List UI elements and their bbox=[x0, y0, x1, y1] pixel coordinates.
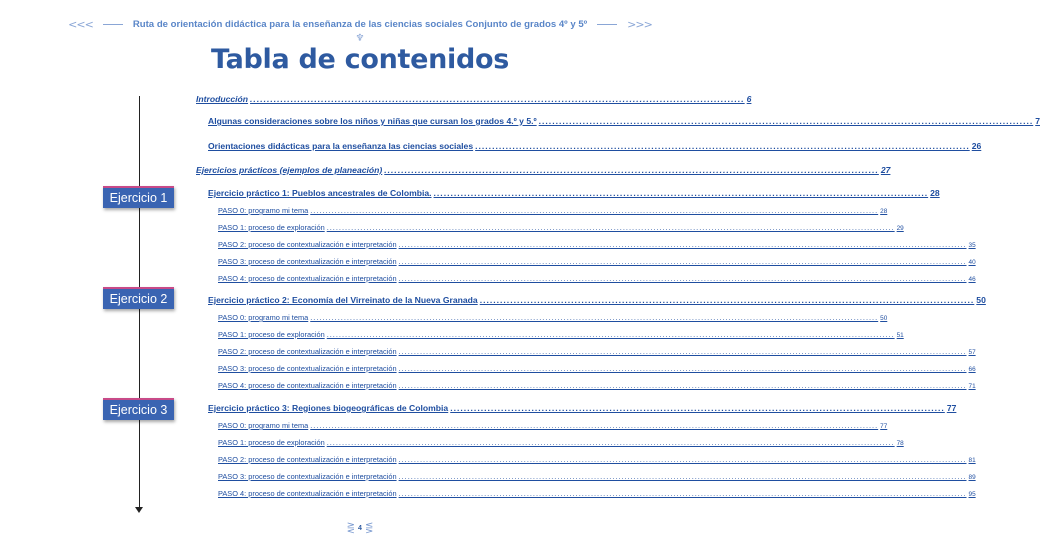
toc-label: Algunas consideraciones sobre los niños y niñas que cursan los grados 4.º y 5.º bbox=[208, 116, 537, 126]
toc-leader: .......................................................................................................................................................................................... bbox=[326, 438, 895, 447]
header-left-ornament: <<< bbox=[68, 17, 93, 31]
toc-label: PASO 1: proceso de exploración bbox=[218, 223, 325, 232]
toc-link-e1-paso-1[interactable] bbox=[218, 223, 904, 232]
toc-label: PASO 4: proceso de contextualización e interpretación bbox=[218, 274, 397, 283]
timeline-arrow-icon bbox=[135, 507, 143, 513]
title-ornament-icon: ♆ bbox=[355, 33, 365, 44]
toc-page: 89 bbox=[968, 474, 976, 481]
toc-leader: .................................................................................................................................................. bbox=[433, 188, 929, 198]
toc-leader: .................................................................................................................................................. bbox=[384, 165, 879, 175]
page-title: Tabla de contenidos bbox=[210, 44, 510, 75]
toc-page: 81 bbox=[968, 457, 976, 464]
toc-page: 50 bbox=[976, 295, 986, 305]
toc-label: PASO 2: proceso de contextualización e interpretación bbox=[218, 240, 397, 249]
toc-page: 29 bbox=[896, 225, 904, 232]
toc-page: 66 bbox=[968, 366, 976, 373]
toc-leader: .......................................................................................................................................................................................... bbox=[326, 330, 895, 339]
toc-leader: .......................................................................................................................................................................................... bbox=[310, 313, 879, 322]
toc-leader: .......................................................................................................................................................................................... bbox=[310, 206, 879, 215]
toc-page: 78 bbox=[896, 440, 904, 447]
toc-link-e2-paso-3[interactable] bbox=[218, 364, 976, 373]
badge-ejercicio-2: Ejercicio 2 bbox=[103, 287, 174, 309]
toc-label: Ejercicio práctico 1: Pueblos ancestrales de Colombia. bbox=[208, 188, 432, 198]
toc-page: 35 bbox=[968, 242, 976, 249]
toc-page: 26 bbox=[971, 141, 982, 151]
toc-page: 77 bbox=[946, 403, 957, 413]
toc-page: 95 bbox=[968, 491, 976, 498]
toc-label: PASO 2: proceso de contextualización e interpretación bbox=[218, 347, 397, 356]
toc-page: 6 bbox=[746, 94, 752, 104]
toc-leader: .......................................................................................................................................................................................... bbox=[398, 489, 967, 498]
toc-leader: .......................................................................................................................................................................................... bbox=[398, 381, 967, 390]
toc-page: 46 bbox=[968, 276, 976, 283]
toc-link-e2-paso-0[interactable] bbox=[218, 313, 888, 322]
toc-page: 7 bbox=[1035, 116, 1040, 126]
toc-label: PASO 3: proceso de contextualización e interpretación bbox=[218, 364, 397, 373]
toc-leader: .................................................................................................................................................. bbox=[475, 141, 970, 151]
toc-label: Introducción bbox=[196, 94, 249, 104]
toc-page: 28 bbox=[930, 188, 940, 198]
toc-link-e1-paso-4[interactable] bbox=[218, 274, 976, 283]
toc-leader: .......................................................................................................................................................................................... bbox=[398, 472, 967, 481]
toc-link-consideraciones[interactable] bbox=[208, 116, 1040, 126]
toc-leader: .......................................................................................................................................................................................... bbox=[398, 364, 967, 373]
header-left-rule bbox=[103, 24, 123, 25]
toc-label: PASO 3: proceso de contextualización e interpretación bbox=[218, 472, 397, 481]
toc-page: 51 bbox=[896, 332, 904, 339]
toc-label: Ejercicio práctico 3: Regiones biogeográficas de Colombia bbox=[208, 403, 449, 413]
header-right-rule bbox=[597, 24, 617, 25]
toc-link-e1-paso-3[interactable] bbox=[218, 257, 976, 266]
toc-label: PASO 0: programo mi tema bbox=[218, 313, 309, 322]
toc-page: 40 bbox=[968, 259, 976, 266]
toc-link-e2-paso-4[interactable] bbox=[218, 381, 976, 390]
footer-right-ornament-icon: ⋚ bbox=[364, 522, 374, 534]
toc-label: Ejercicios prácticos (ejemplos de planeación) bbox=[196, 165, 383, 175]
toc-link-e1-paso-2[interactable] bbox=[218, 240, 976, 249]
page-footer bbox=[340, 520, 380, 536]
toc-label: PASO 2: proceso de contextualización e interpretación bbox=[218, 455, 397, 464]
toc-leader: .......................................................................................................................................................................................... bbox=[398, 274, 967, 283]
toc-label: Orientaciones didácticas para la enseñanza las ciencias sociales bbox=[208, 141, 474, 151]
toc-label: PASO 0: programo mi tema bbox=[218, 421, 309, 430]
toc-link-e3-paso-1[interactable] bbox=[218, 438, 904, 447]
header-text: Ruta de orientación didáctica para la enseñanza de las ciencias sociales Conjunto de grados 4º y 5º bbox=[132, 18, 588, 30]
toc-link-e3-paso-2[interactable] bbox=[218, 455, 976, 464]
toc-link-e1-paso-0[interactable] bbox=[218, 206, 888, 215]
toc-link-orientaciones[interactable] bbox=[208, 141, 982, 151]
page-number: 4 bbox=[358, 524, 362, 532]
toc-page: 27 bbox=[880, 165, 891, 175]
toc-link-introduccion[interactable] bbox=[196, 94, 752, 104]
badge-ejercicio-3: Ejercicio 3 bbox=[103, 398, 174, 420]
toc-leader: .................................................................................................................................................. bbox=[479, 295, 975, 305]
toc-link-e3-paso-3[interactable] bbox=[218, 472, 976, 481]
toc-leader: .......................................................................................................................................................................................... bbox=[398, 455, 967, 464]
toc-leader: .................................................................................................................................................. bbox=[538, 116, 1034, 126]
toc-label: PASO 1: proceso de exploración bbox=[218, 330, 325, 339]
running-header bbox=[0, 14, 720, 34]
toc-page: 77 bbox=[880, 423, 888, 430]
toc-link-e2-paso-1[interactable] bbox=[218, 330, 904, 339]
footer-left-ornament-icon: ⋛ bbox=[346, 522, 356, 534]
toc-leader: .......................................................................................................................................................................................... bbox=[310, 421, 879, 430]
toc-label: PASO 3: proceso de contextualización e interpretación bbox=[218, 257, 397, 266]
badge-ejercicio-1: Ejercicio 1 bbox=[103, 186, 174, 208]
toc-leader: .................................................................................................................................................. bbox=[250, 94, 745, 104]
toc-label: PASO 0: programo mi tema bbox=[218, 206, 309, 215]
header-right-ornament: >>> bbox=[627, 17, 652, 31]
toc-leader: .......................................................................................................................................................................................... bbox=[398, 347, 967, 356]
toc-link-e2-paso-2[interactable] bbox=[218, 347, 976, 356]
toc-link-ejercicio-3[interactable] bbox=[208, 403, 957, 413]
toc-link-e3-paso-4[interactable] bbox=[218, 489, 976, 498]
toc-page: 28 bbox=[880, 208, 888, 215]
toc-link-e3-paso-0[interactable] bbox=[218, 421, 888, 430]
toc-leader: .......................................................................................................................................................................................... bbox=[326, 223, 895, 232]
toc-link-ejercicio-2[interactable] bbox=[208, 295, 986, 305]
toc-label: PASO 1: proceso de exploración bbox=[218, 438, 325, 447]
toc-label: Ejercicio práctico 2: Economía del Virreinato de la Nueva Granada bbox=[208, 295, 478, 305]
toc-page: 50 bbox=[880, 315, 888, 322]
toc-label: PASO 4: proceso de contextualización e interpretación bbox=[218, 381, 397, 390]
toc-page: 57 bbox=[968, 349, 976, 356]
toc-link-ejercicios-practicos[interactable] bbox=[196, 165, 891, 175]
toc-page: 71 bbox=[968, 383, 976, 390]
toc-leader: .......................................................................................................................................................................................... bbox=[398, 257, 967, 266]
toc-leader: .......................................................................................................................................................................................... bbox=[398, 240, 967, 249]
toc-leader: .................................................................................................................................................. bbox=[450, 403, 945, 413]
toc-label: PASO 4: proceso de contextualización e interpretación bbox=[218, 489, 397, 498]
toc-link-ejercicio-1[interactable] bbox=[208, 188, 940, 198]
